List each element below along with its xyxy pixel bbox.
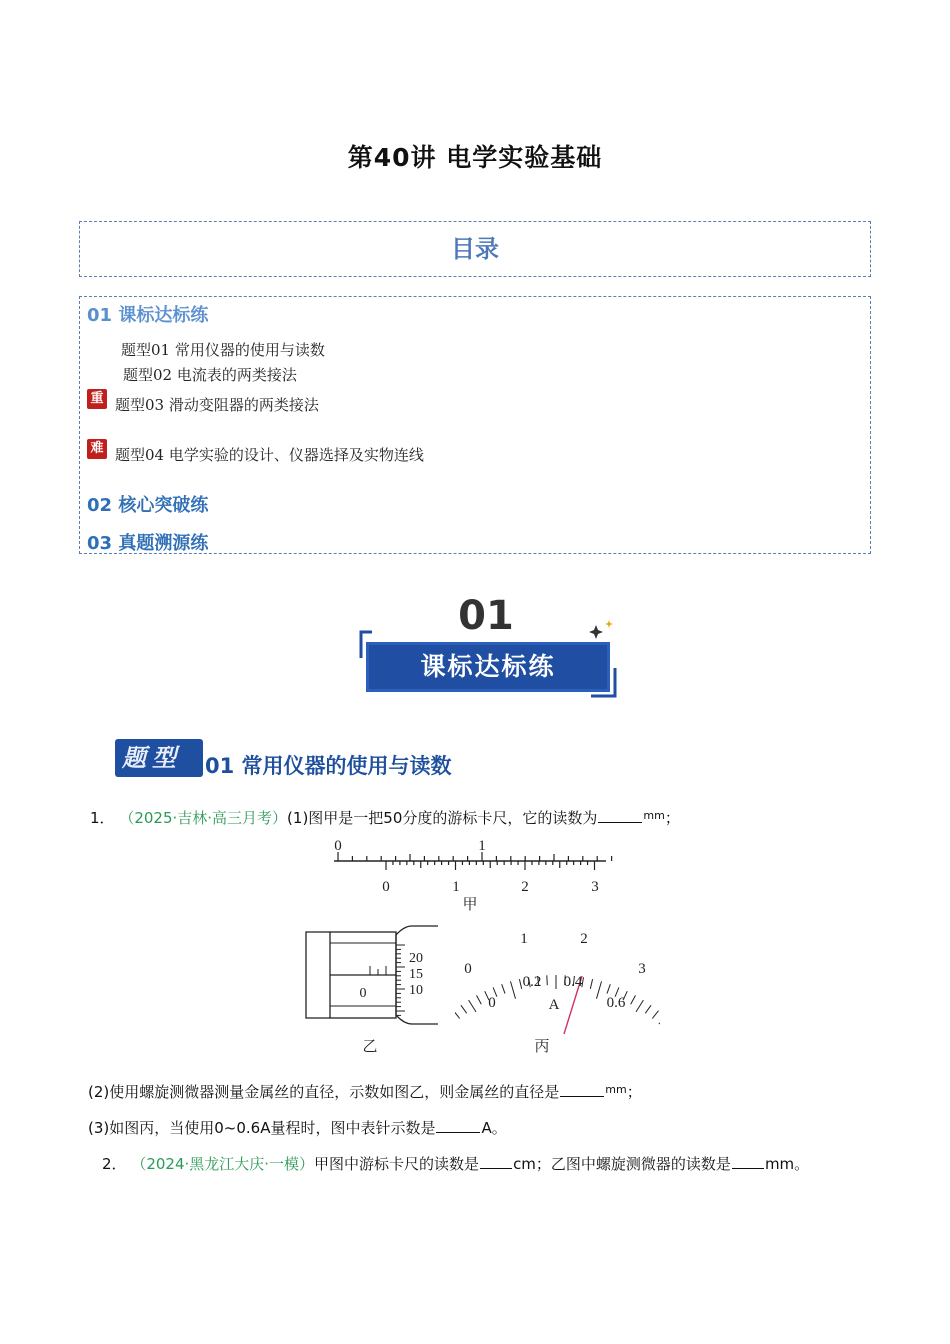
toc-header: 目录: [451, 235, 499, 263]
toc-item-4[interactable]: 题型04 电学实验的设计、仪器选择及实物连线: [115, 446, 424, 464]
toc-item-1[interactable]: 题型01 常用仪器的使用与读数: [121, 341, 325, 359]
main-scale-label: 0: [334, 838, 342, 854]
sparkle-icon: [589, 625, 603, 639]
question-1-part-2: [88, 1081, 642, 1102]
question-text: cm；乙图中螺旋测微器的读数是: [513, 1155, 731, 1173]
type-title: 01 常用仪器的使用与读数: [205, 754, 452, 778]
caliper-figure: [300, 830, 630, 920]
answer-blank[interactable]: [560, 1096, 604, 1097]
outer-scale-label: 1: [520, 931, 528, 947]
ammeter-tick: [597, 981, 602, 998]
thimble-label: 10: [409, 983, 423, 998]
ammeter-tick: [631, 995, 636, 1004]
figure-caption: 乙: [362, 1037, 378, 1055]
question-text: (3)如图丙，当使用0~0.6A量程时，图中表针示数是: [88, 1119, 436, 1137]
vernier-scale-label: 3: [591, 879, 599, 895]
type-tag-label: 题型: [122, 743, 182, 772]
toc-item-2[interactable]: 题型02 电流表的两类接法: [123, 366, 297, 384]
answer-blank[interactable]: [598, 822, 642, 823]
section-number: 01: [458, 593, 514, 639]
toc-item-3[interactable]: 题型03 滑动变阻器的两类接法: [115, 396, 319, 414]
inner-scale-label: 0.2: [522, 974, 542, 990]
figure-caption: 甲: [462, 895, 478, 913]
toc-section-3[interactable]: 03 真题溯源练: [87, 533, 209, 554]
unit-label: mm: [643, 809, 665, 822]
outer-scale-label: 2: [580, 931, 588, 947]
inner-scale-label: 0.6: [606, 995, 626, 1011]
ammeter-tick: [477, 995, 482, 1004]
thimble-label: 15: [409, 967, 423, 982]
ammeter-tick: [547, 975, 548, 985]
inner-scale-label: 0.4: [563, 974, 583, 990]
unit-label: A: [548, 997, 560, 1013]
vernier-scale-label: 0: [382, 879, 390, 895]
ammeter-tick: [461, 1005, 467, 1013]
punctuation: ；: [664, 809, 680, 827]
toc-section-1[interactable]: 01 课标达标练: [87, 305, 209, 326]
toc-header-box: [79, 221, 871, 277]
question-source: （2024·黑龙江大庆·一模）: [131, 1155, 315, 1173]
ammeter-figure: [455, 925, 660, 1060]
outer-scale-label: 3: [638, 961, 646, 977]
punctuation: ；: [626, 1083, 642, 1101]
section-banner: 课标达标练: [366, 642, 610, 692]
question-1: [90, 807, 680, 828]
question-source: （2025·吉林·高三月考）: [119, 809, 288, 827]
ammeter-tick: [469, 1000, 476, 1012]
figure-caption: 丙: [534, 1037, 550, 1055]
vernier-scale-label: 2: [521, 879, 529, 895]
question-number: 2．: [102, 1155, 127, 1173]
key-badge: 重: [87, 389, 107, 409]
vernier-scale-label: 1: [452, 879, 460, 895]
question-text: 甲图中游标卡尺的读数是: [314, 1155, 480, 1173]
unit-label: mm。: [764, 1155, 810, 1173]
ammeter-tick: [645, 1005, 651, 1013]
ammeter-tick: [519, 979, 521, 989]
answer-blank[interactable]: [480, 1168, 512, 1169]
toc-section-2[interactable]: 02 核心突破练: [87, 495, 209, 516]
unit-label: mm: [605, 1083, 627, 1096]
page-title: 第40讲 电学实验基础: [347, 143, 603, 172]
question-number: 1．: [90, 809, 115, 827]
sleeve-label: 0: [359, 986, 367, 1001]
inner-scale-label: 0: [488, 995, 496, 1011]
outer-scale-label: 0: [464, 961, 472, 977]
question-text: (2)使用螺旋测微器测量金属丝的直径，示数如图乙，则金属丝的直径是: [88, 1083, 560, 1101]
ammeter-tick: [455, 1011, 460, 1019]
ammeter-tick: [659, 1017, 660, 1025]
question-1-part-3: [88, 1117, 507, 1138]
ammeter-tick: [590, 979, 592, 989]
micrometer-figure: [300, 925, 450, 1060]
type-tag: [115, 739, 203, 777]
answer-blank[interactable]: [436, 1132, 480, 1133]
main-scale-label: 1: [478, 838, 486, 854]
sparkle-icon: [605, 620, 613, 628]
answer-blank[interactable]: [732, 1168, 764, 1169]
thimble-label: 20: [409, 951, 423, 966]
ammeter-tick: [652, 1011, 658, 1019]
punctuation: A。: [481, 1119, 507, 1137]
question-2: [102, 1153, 809, 1174]
ammeter-tick: [636, 1000, 643, 1012]
ammeter-tick: [607, 984, 610, 993]
ammeter-tick: [511, 981, 516, 998]
question-text: (1)图甲是一把50分度的游标卡尺，它的读数为: [287, 809, 598, 827]
ammeter-tick: [502, 984, 505, 993]
hard-badge: 难: [87, 439, 107, 459]
